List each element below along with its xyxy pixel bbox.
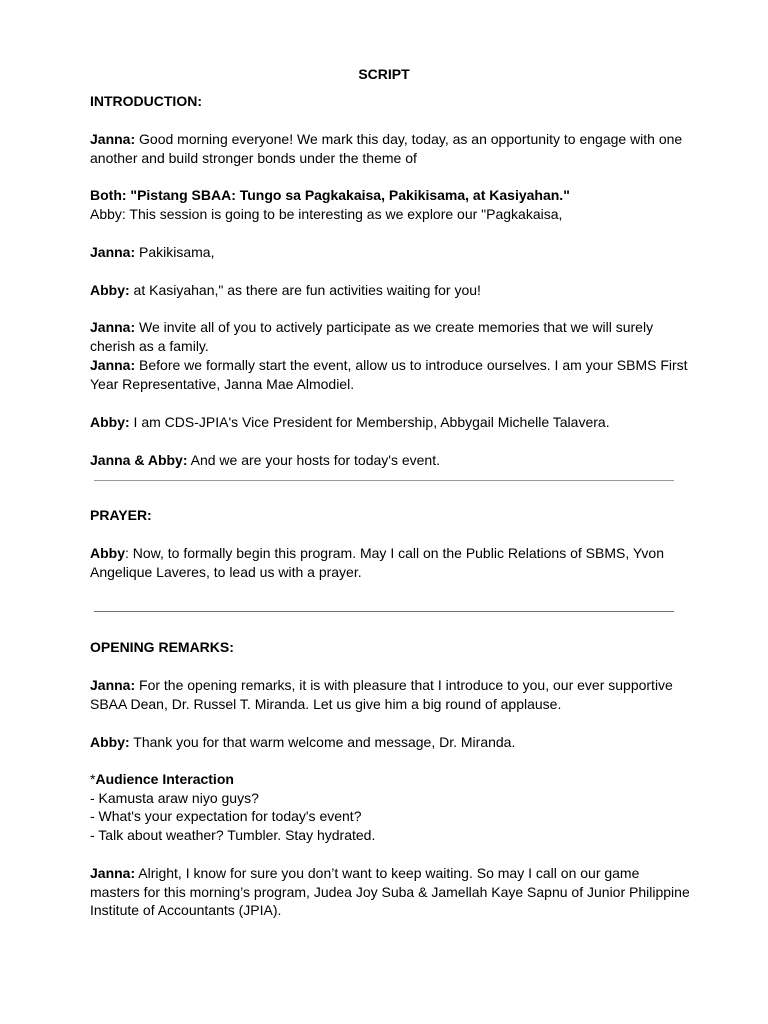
speaker-label: Janna: <box>90 865 136 881</box>
opening-remarks-heading: OPENING REMARKS: <box>90 639 234 655</box>
dialogue-text: I am CDS-JPIA's Vice President for Membership, Abbygail Michelle Talavera. <box>129 414 610 430</box>
audience-interaction-title: Audience Interaction <box>95 771 234 787</box>
speaker-label: Janna: <box>90 357 136 373</box>
dialogue-text: : Now, to formally begin this program. May I call on the Public Relations of SBMS, Yvon Angelique Laveres, to lead us with a prayer. <box>90 545 664 580</box>
speaker-label: Janna: <box>90 319 136 335</box>
dialogue-text: Good morning everyone! We mark this day, today, as an opportunity to engage with one another and build stronger bonds under the theme of <box>90 131 683 166</box>
prayer-paragraph <box>90 544 690 581</box>
intro-paragraph-6 <box>90 356 690 393</box>
intro-paragraph-8 <box>90 451 690 470</box>
dialogue-text: Abby: This session is going to be interesting as we explore our "Pagkakaisa, <box>90 205 563 222</box>
list-item: - Talk about weather? Tumbler. Stay hydrated. <box>90 827 376 844</box>
speaker-label: Abby: <box>90 414 130 430</box>
theme-line: Both: "Pistang SBAA: Tungo sa Pagkakaisa, Pakikisama, at Kasiyahan." <box>90 187 570 203</box>
introduction-heading: INTRODUCTION: <box>90 93 202 109</box>
audience-interaction-block <box>90 770 690 845</box>
dialogue-text: We invite all of you to actively participate as we create memories that we will surely cherish as a family. <box>90 319 654 354</box>
intro-paragraph-2 <box>90 186 690 223</box>
dialogue-text: Thank you for that warm welcome and message, Dr. Miranda. <box>129 734 516 750</box>
intro-paragraph-3 <box>90 243 690 262</box>
speaker-label: Janna & Abby: <box>90 452 188 468</box>
document-title: SCRIPT <box>358 66 410 82</box>
dialogue-text: And we are your hosts for today's event. <box>187 452 440 468</box>
dialogue-text: Pakikisama, <box>135 244 215 260</box>
intro-paragraph-7 <box>90 413 690 432</box>
speaker-label: Janna: <box>90 244 136 260</box>
intro-paragraph-5 <box>90 318 690 355</box>
speaker-label: Abby <box>90 545 125 561</box>
speaker-label: Abby: <box>90 282 130 298</box>
list-item: - Kamusta araw niyo guys? <box>90 789 259 806</box>
intro-paragraph-1 <box>90 130 690 167</box>
audience-interaction-heading <box>90 770 690 789</box>
speaker-label: Abby: <box>90 734 130 750</box>
dialogue-text: Before we formally start the event, allow us to introduce ourselves. I am your SBMS First Year Representative, Janna Mae Almodiel. <box>90 357 688 392</box>
dialogue-text: For the opening remarks, it is with pleasure that I introduce to you, our ever supportive SBAA Dean, Dr. Russel T. Miranda. Let us give him a big round of applause. <box>90 677 673 712</box>
opening-paragraph-1 <box>90 676 690 713</box>
dialogue-text: at Kasiyahan," as there are fun activities waiting for you! <box>129 282 481 298</box>
asterisk-marker: * <box>90 771 96 787</box>
intro-paragraph-4 <box>90 281 690 300</box>
section-divider <box>94 480 674 481</box>
opening-paragraph-3 <box>90 864 690 920</box>
opening-paragraph-2 <box>90 733 690 752</box>
speaker-label: Janna: <box>90 677 136 693</box>
section-divider <box>94 611 674 612</box>
speaker-label: Janna: <box>90 131 136 147</box>
dialogue-text: Alright, I know for sure you don’t want to keep waiting. So may I call on our game masters for this morning’s program, Judea Joy Suba & Jamellah Kaye Sapnu of Junior Philippine Institute of Accountants (JPIA). <box>90 865 690 919</box>
prayer-heading: PRAYER: <box>90 507 152 523</box>
list-item: - What's your expectation for today's event? <box>90 808 362 825</box>
